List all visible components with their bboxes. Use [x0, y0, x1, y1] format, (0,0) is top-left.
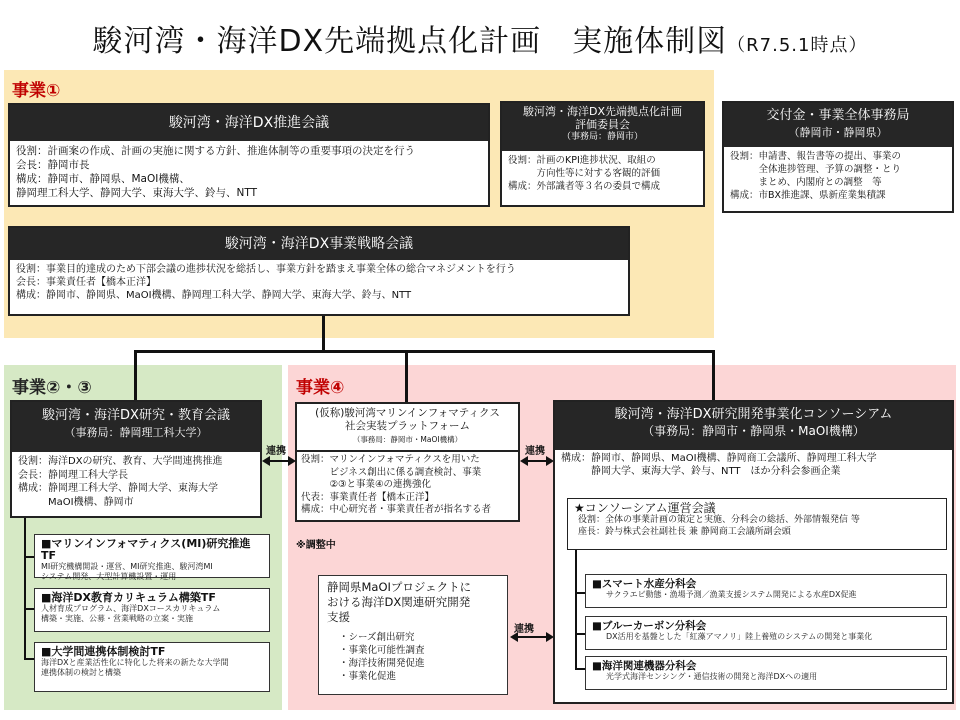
link-label-platform-consortium: 連携	[525, 446, 545, 457]
title-text: 駿河湾・海洋DX先端拠点化計画 実施体制図	[92, 24, 728, 59]
research-office: （事務局：静岡理工科大学）	[64, 426, 208, 439]
tf-box-curriculum	[34, 588, 270, 632]
grant-line: まとめ、内閣府との調整 等	[730, 177, 882, 188]
connector-vertical-main	[322, 314, 325, 352]
tf-connector-vertical	[24, 518, 26, 658]
promo-line: 静岡理工科大学、静岡大学、東海大学、鈴与、NTT	[16, 187, 257, 199]
grant-line: 役割：申請書、報告書等の提出、事業の	[730, 151, 902, 162]
region-label-2-3: 事業②・③	[12, 378, 92, 398]
eval-line: 構成：外部識者等３名の委員で構成	[508, 181, 661, 192]
promo-line: 会長：静岡市長	[16, 159, 90, 171]
subcommittee-title: ■ブルーカーボン分科会	[592, 620, 707, 632]
region-label-1: 事業①	[12, 81, 61, 101]
grant-secretariat-box	[722, 101, 954, 213]
research-line: 役割：海洋DXの研究、教育、大学間連携推進	[18, 456, 223, 467]
connector-right-drop	[712, 350, 715, 400]
tf-connector-1	[24, 556, 34, 558]
link-arrow-platform-consortium	[522, 460, 552, 462]
platform-line: 構成：中心研究者・事業責任者が指名する者	[301, 504, 492, 515]
council-line: 役割：全体の事業計画の策定と実施、分科会の総括、外部情報発信 等	[578, 515, 860, 525]
page-title	[0, 16, 960, 60]
strategy-line: 構成：静岡市、静岡県、MaOI機構、静岡理工科大学、静岡大学、東海大学、鈴与、NTT	[16, 290, 412, 301]
tf-box-mi	[34, 534, 270, 581]
link-arrow-maoi-consortium	[512, 636, 552, 638]
tf-title: ■海洋DX教育カリキュラム構築TF	[41, 591, 216, 604]
subcommittee-desc: DX活用を基盤とした「紅藻アマノリ」陸上養殖のシステムの開発と事業化	[606, 632, 873, 641]
eval-office: （事務局：静岡市）	[561, 132, 643, 142]
consortium-header	[555, 402, 952, 450]
tf-desc: 人材育成プログラム、海洋DXコースカリキュラム	[41, 604, 221, 613]
strategy-council-body	[10, 260, 628, 305]
consortium-box	[553, 400, 954, 704]
link-arrow-research-platform	[264, 460, 294, 462]
consortium-office: （事務局：静岡市・静岡県・MaOI機構）	[642, 424, 865, 438]
maoi-items	[327, 631, 499, 683]
link-label-maoi-consortium: 連携	[514, 624, 534, 635]
consortium-title: 駿河湾・海洋DX研究開発事業化コンソーシアム	[614, 407, 893, 422]
promotion-council-box	[8, 103, 490, 207]
maoi-item: ・事業化促進	[339, 671, 397, 682]
sub-connector-3	[575, 668, 585, 670]
platform-line: ビジネス創出に係る調査検討、事業	[301, 466, 482, 478]
research-line: 会長：静岡理工科大学長	[18, 469, 128, 481]
tf-desc: 連携体制の検討と構築	[41, 668, 121, 677]
subcommittee-title: ■スマート水産分科会	[592, 578, 697, 590]
strategy-council-box	[8, 226, 630, 316]
consortium-council-box	[567, 498, 947, 550]
maoi-line: おける海洋DX関連研究開発	[327, 595, 471, 609]
strategy-line: 役割：事業目的達成のため下部会議の進捗状況を総括し、事業方針を踏まえ事業全体の総合マネジメントを行う	[16, 264, 516, 275]
grant-line: 全体進捗管理、予算の調整・とり	[730, 164, 902, 175]
region-label-4: 事業④	[296, 378, 345, 398]
platform-line: ②③と事業④の連携強化	[301, 479, 432, 490]
strategy-line: 会長：事業責任者【橋本正洋】	[16, 277, 156, 288]
maoi-item: ・海洋技術開発促進	[339, 658, 425, 669]
tf-connector-2	[24, 608, 34, 610]
platform-office: （事務局：静岡市・MaOI機構）	[352, 435, 463, 444]
consortium-body	[555, 450, 952, 480]
maoi-item: ・事業化可能性調査	[339, 645, 425, 656]
research-line: MaOI機構、静岡市	[18, 496, 134, 508]
tf-desc: MI研究機構開設・運営、MI研究推進、駿河湾MI	[41, 562, 213, 571]
eval-title-1: 駿河湾・海洋DX先端拠点化計画	[522, 105, 682, 118]
research-council-body	[12, 452, 260, 512]
title-date: （R7.5.1時点）	[727, 35, 868, 56]
platform-box	[295, 402, 520, 522]
grant-line: 構成：市BX推進課、県新産業集積課	[730, 190, 886, 201]
link-label-research-platform: 連携	[266, 446, 286, 457]
subcommittee-blue-carbon	[585, 616, 947, 650]
strategy-council-title: 駿河湾・海洋DX事業戦略会議	[10, 228, 628, 260]
grant-title: 交付金・事業全体事務局	[766, 108, 910, 123]
tf-desc: システム開発、大型計算機設置・運用	[41, 572, 177, 581]
grant-secretariat-body	[724, 147, 952, 205]
maoi-line: 支援	[327, 610, 350, 624]
platform-line: 代表：事業責任者【橋本正洋】	[301, 491, 435, 503]
grant-subtitle: （静岡市・静岡県）	[788, 126, 888, 139]
promo-line: 役割：計画案の作成、計画の実施に関する方針、推進体制等の重要事項の決定を行う	[16, 145, 415, 157]
council-line: 座長：鈴与株式会社副社長 兼 静岡商工会議所副会頭	[578, 527, 791, 537]
consortium-line: 構成：静岡市、静岡県、MaOI機構、静岡商工会議所、静岡理工科大学	[561, 453, 877, 464]
research-line: 構成：静岡理工科大学、静岡大学、東海大学	[18, 483, 218, 494]
subcommittee-marine-equipment	[585, 656, 947, 690]
maoi-project-box	[318, 575, 508, 695]
promo-line: 構成：静岡市、静岡県、MaOI機構、	[16, 173, 190, 185]
evaluation-committee-box	[500, 101, 705, 207]
maoi-line: 静岡県MaOIプロジェクトに	[327, 580, 472, 594]
research-council-header	[12, 402, 260, 452]
promotion-council-body	[10, 141, 488, 203]
platform-title-1: (仮称)駿河湾マリンインフォマティクス	[315, 407, 500, 419]
subcommittee-title: ■海洋関連機器分科会	[592, 660, 697, 672]
platform-title-2: 社会実装プラットフォーム	[345, 420, 470, 432]
council-title: ★コンソーシアム運営会議	[574, 501, 716, 515]
sub-connector-vertical	[575, 550, 577, 668]
tf-title: ■大学間連携体制検討TF	[41, 645, 166, 658]
tf-desc: 構築・実施、公募・営業戦略の立案・実施	[41, 614, 193, 623]
promotion-council-title: 駿河湾・海洋DX推進会議	[10, 105, 488, 141]
eval-title-2: 評価委員会	[575, 118, 630, 131]
platform-body	[297, 452, 518, 519]
tf-desc: 海洋DXと産業活性化に特化した将来の新たな大学間	[41, 658, 229, 667]
research-title: 駿河湾・海洋DX研究・教育会議	[42, 408, 230, 423]
platform-line: 役割：マリンインフォマティクスを用いた	[301, 454, 480, 465]
subcommittee-desc: サクラエビ動態・漁場予測／漁業支援システム開発による水産DX促進	[606, 590, 857, 599]
sub-connector-1	[575, 592, 585, 594]
sub-connector-2	[575, 633, 585, 635]
tf-title: ■マリンインフォマティクス(MI)研究推進TF	[41, 537, 251, 562]
eval-line: 方向性等に対する客観的評価	[508, 168, 661, 179]
evaluation-committee-header	[502, 103, 703, 151]
platform-header	[297, 404, 518, 452]
grant-secretariat-header	[724, 103, 952, 147]
subcommittee-smart-fishery	[585, 574, 947, 608]
consortium-line: 静岡大学、東海大学、鈴与、NTT ほか分科会参画企業	[561, 466, 841, 477]
research-council-box	[10, 400, 262, 518]
connector-mid-drop	[405, 350, 408, 402]
connector-left-drop	[134, 350, 137, 400]
platform-note: ※調整中	[296, 540, 336, 551]
tf-box-university	[34, 642, 270, 692]
maoi-item: ・シーズ創出研究	[339, 632, 415, 643]
eval-line: 役割：計画のKPI進捗状況、取組の	[508, 155, 656, 166]
subcommittee-desc: 光学式海洋センシング・通信技術の開発と海洋DXへの適用	[606, 672, 818, 681]
tf-connector-3	[24, 658, 34, 660]
evaluation-committee-body	[502, 151, 703, 196]
connector-horizontal	[134, 350, 714, 353]
